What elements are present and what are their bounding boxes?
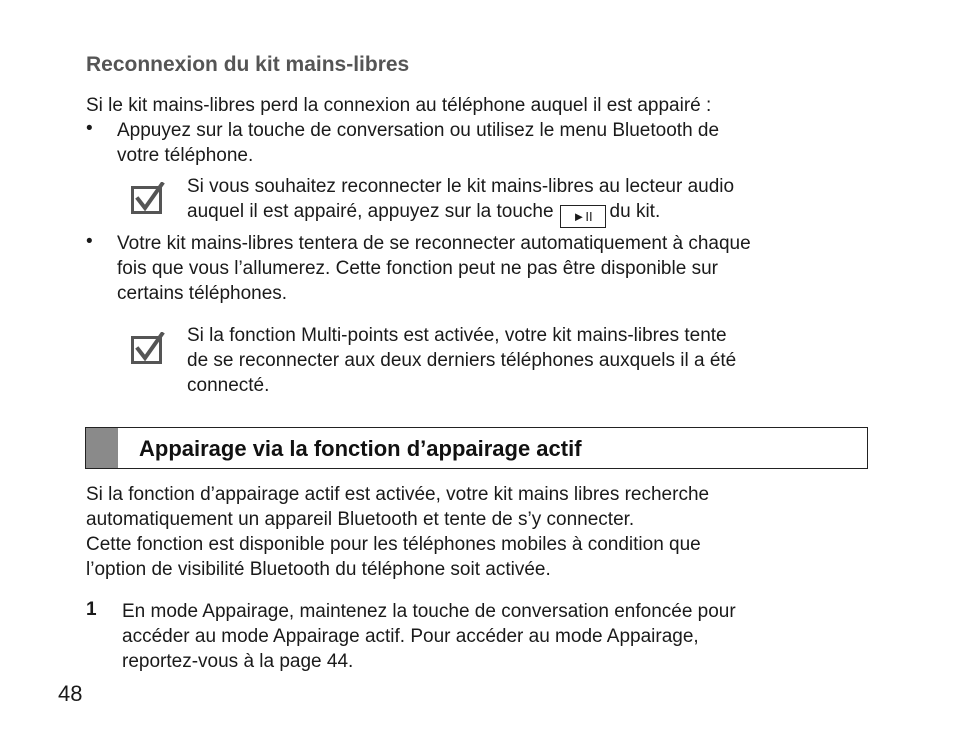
step-1-line: En mode Appairage, maintenez la touche de conversation enfoncée pour [122,601,736,622]
bullet-marker: • [86,118,93,139]
note-1 [187,174,734,228]
bullet-2-line: fois que vous l’allumerez. Cette fonction peut ne pas être disponible sur [117,258,718,279]
bullet-1 [117,118,719,168]
bullet-2-line: Votre kit mains-libres tentera de se reconnecter automatiquement à chaque [117,233,751,254]
checkbox-note-icon [131,182,165,214]
step-1-line: accéder au mode Appairage actif. Pour accéder au mode Appairage, [122,626,699,647]
note-1-line: Si vous souhaitez reconnecter le kit mains-libres au lecteur audio [187,176,735,197]
checkbox-note-icon [131,332,165,364]
section-title: Appairage via la fonction d’appairage actif [139,436,582,461]
intro-text: Si le kit mains-libres perd la connexion au téléphone auquel il est appairé : [86,95,712,116]
section-header-tab [86,428,118,468]
paragraph-line: l’option de visibilité Bluetooth du téléphone soit activée. [86,559,551,580]
bullet-2-line: certains téléphones. [117,283,288,304]
page-number: 48 [58,681,83,706]
section-heading-reconnect: Reconnexion du kit mains-libres [86,53,410,76]
paragraph-active-pairing [86,482,709,582]
section-header-bar [85,427,868,469]
play-pause-key-icon: ►II [560,205,606,228]
paragraph-line: Si la fonction d’appairage actif est activée, votre kit mains libres recherche [86,484,710,505]
bullet-2 [117,231,751,306]
note-1-text: du kit. [609,201,661,222]
bullet-1-line: votre téléphone. [117,145,254,166]
note-1-text: auquel il est appairé, appuyez sur la touche [187,201,554,222]
paragraph-line: automatiquement un appareil Bluetooth et tente de s’y connecter. [86,509,635,530]
bullet-1-line: Appuyez sur la touche de conversation ou utilisez le menu Bluetooth de [117,120,720,141]
step-1-line: reportez-vous à la page 44. [122,651,354,672]
bullet-marker: • [86,231,93,252]
paragraph-line: Cette fonction est disponible pour les téléphones mobiles à condition que [86,534,701,555]
note-2-line: connecté. [187,375,270,396]
note-2-line: Si la fonction Multi-points est activée, votre kit mains-libres tente [187,325,727,346]
step-1 [122,599,736,674]
note-2-line: de se reconnecter aux deux derniers téléphones auxquels il a été [187,350,737,371]
step-number: 1 [86,599,97,620]
note-2 [187,323,736,398]
note-1-line [187,199,734,228]
